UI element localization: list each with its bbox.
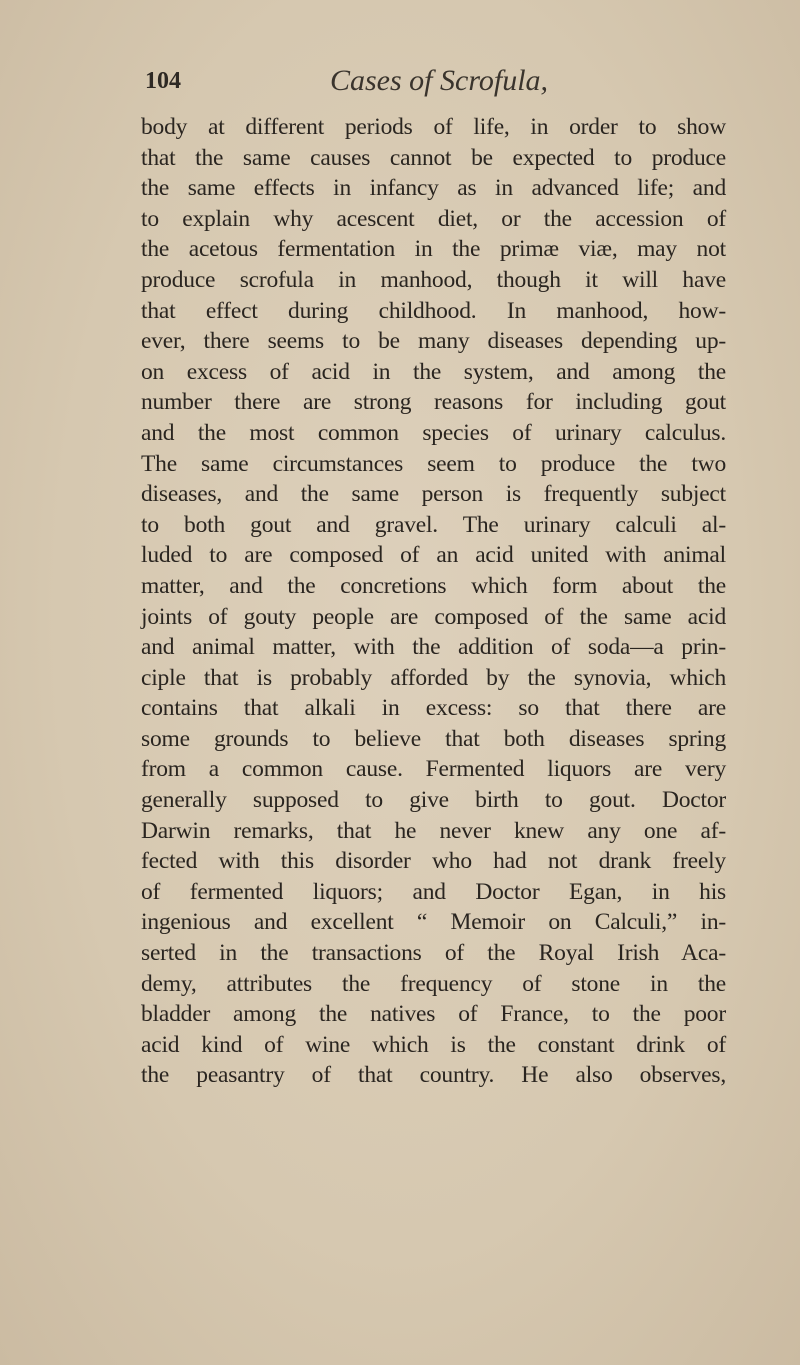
text-line: generally supposed to give birth to gout. Doctor <box>141 787 726 814</box>
text-line: matter, and the concretions which form about the <box>141 572 726 599</box>
text-line: number there are strong reasons for including gout <box>141 389 726 416</box>
text-line: produce scrofula in manhood, though it will have <box>141 266 726 293</box>
text-line: the acetous fermentation in the primæ viæ, may not <box>141 236 726 263</box>
text-line: the same effects in infancy as in advanced life; and <box>141 175 726 202</box>
text-line: The same circumstances seem to produce the two <box>141 450 726 477</box>
text-line: that effect during childhood. In manhood, how- <box>141 297 726 324</box>
text-line: to explain why acescent diet, or the accession of <box>141 205 726 232</box>
text-line: and the most common species of urinary calculus. <box>141 419 726 446</box>
body-text <box>141 112 726 1091</box>
text-line: ingenious and excellent “ Memoir on Calculi,” in- <box>141 909 726 936</box>
text-line: bladder among the natives of France, to the poor <box>141 1001 726 1028</box>
text-line: on excess of acid in the system, and among the <box>141 358 726 385</box>
text-line: ciple that is probably afforded by the synovia, which <box>141 664 726 691</box>
text-line: that the same causes cannot be expected to produce <box>141 144 726 171</box>
text-line: ever, there seems to be many diseases depending up- <box>141 328 726 355</box>
text-line: the peasantry of that country. He also observes, <box>141 1062 726 1089</box>
text-line: and animal matter, with the addition of soda—a prin- <box>141 634 726 661</box>
text-line: to both gout and gravel. The urinary calculi al- <box>141 511 726 538</box>
page-header <box>140 64 730 100</box>
text-line: diseases, and the same person is frequently subject <box>141 481 726 508</box>
text-line: of fermented liquors; and Doctor Egan, in his <box>141 878 726 905</box>
text-line: demy, attributes the frequency of stone in the <box>141 970 726 997</box>
text-line: from a common cause. Fermented liquors are very <box>141 756 726 783</box>
text-line: acid kind of wine which is the constant drink of <box>141 1031 726 1058</box>
page-number: 104 <box>145 68 181 94</box>
text-line: joints of gouty people are composed of the same acid <box>141 603 726 630</box>
text-line: contains that alkali in excess: so that there are <box>141 695 726 722</box>
text-line: body at different periods of life, in order to show <box>141 114 726 140</box>
text-line: luded to are composed of an acid united with animal <box>141 542 726 569</box>
text-line: fected with this disorder who had not drank freely <box>141 848 726 875</box>
text-line: Darwin remarks, that he never knew any one af- <box>141 817 726 844</box>
text-line: serted in the transactions of the Royal Irish Aca- <box>141 940 726 967</box>
running-title: Cases of Scrofula, <box>330 64 549 97</box>
text-line: some grounds to believe that both diseases spring <box>141 725 726 752</box>
